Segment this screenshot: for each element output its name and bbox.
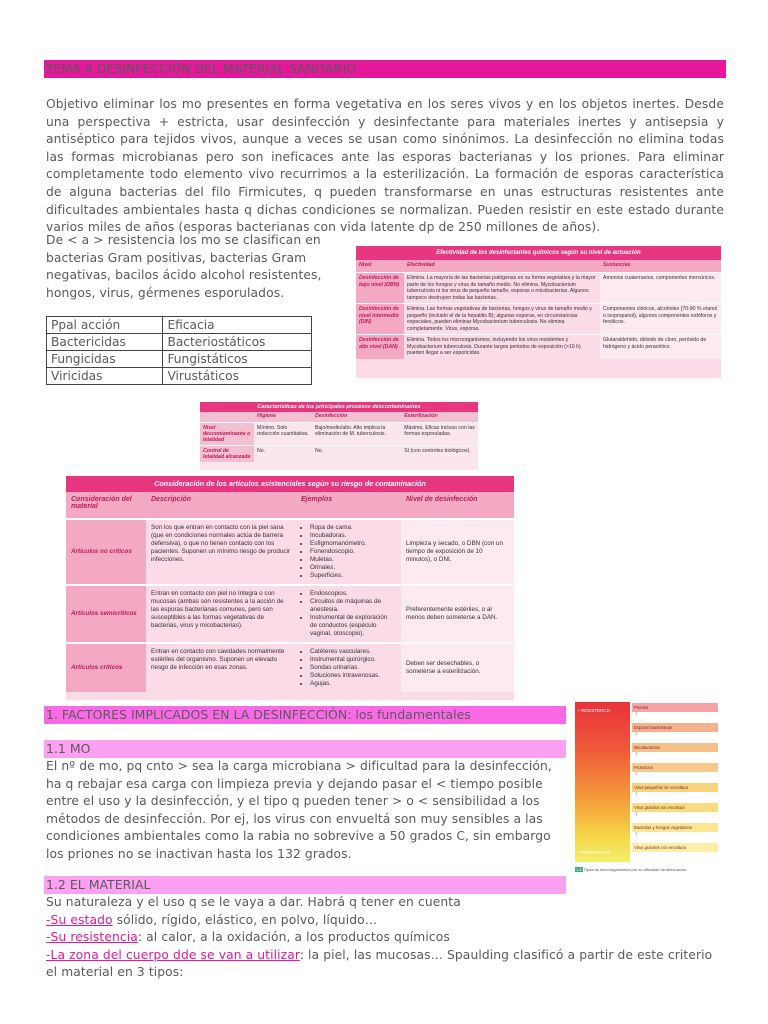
arrow-up-icon: ↑ bbox=[634, 712, 639, 718]
action-table-header-cell: Ppal acción bbox=[47, 317, 163, 334]
microorganism-row: Esporas bacterianas bbox=[632, 723, 718, 732]
table-cell: Deben ser desechables, o someterse a esterilización. bbox=[401, 643, 514, 692]
list-item: • Incubadoras. bbox=[310, 532, 396, 540]
row-label: Desinfección de alto nivel (DAN) bbox=[356, 335, 404, 359]
action-table bbox=[46, 316, 312, 385]
table-cell: Fungicidas bbox=[47, 351, 163, 368]
table-cell: Entran en contacto con piel no íntegra o con mucosas (ambas son resistentes a la acción de las esporas bacterianas comunes, pero son susceptibles a las formas vegetativas de bacterias, virus y micobacterias). bbox=[146, 585, 296, 643]
table-cell: Entran en contacto con cavidades normalmente estériles del organismo. Suponen un elevado riesgo de infección en esas zonas. bbox=[146, 643, 296, 692]
table-cell: Limpieza y secado, o DBN (con un tiempo de exposición de 10 minutos), o DNI. bbox=[401, 519, 514, 585]
table-cell: Elimina. Todos los microorganismos, incluyendo los virus resistentes y Mycobacterium tuberculosis. Durante largos periodos de exposición (>10 h) pueden llegar a ser esporicidas. bbox=[404, 335, 600, 359]
list-item: • Ropa de cama. bbox=[310, 524, 396, 532]
table-cell bbox=[296, 519, 401, 585]
figure-caption-text: Tipos de microorganismos por su dificultad de eliminación. bbox=[583, 867, 688, 872]
table-cell: Glutaraldehído, dióxido de cloro, peróxido de hidrógeno y ácido peracético. bbox=[600, 335, 721, 359]
intro-paragraph: Objetivo eliminar los mo presentes en forma vegetativa en los seres vivos y en los objetos inertes. Desde una perspectiva + estricta, usar desinfección y desinfectante para materiales inertes y antisepsia y antiséptico para tejidos vivos, aunque a veces se usan como sinónimos. La desinfección no elimina todas las formas microbianas pero son ineficaces ante las esporas bacterianas y los priones. Para eliminar completamente todo elemento vivo recurrimos a la esterilización. La formación de esporas característica de alguna bacterias del filo Firmicutes, q pueden transformarse en unas estructuras resistentes ante dificultades ambientales hasta q dichas condiciones se normalizan. Pueden resistir en este estado durante varios miles de años (esporas bacterianas con vida latente dp de 250 millones de años). bbox=[46, 97, 724, 235]
table-cell: Preferentemente estériles, o al menos deben someterse a DAN. bbox=[401, 585, 514, 643]
material-criterion-item bbox=[46, 912, 726, 930]
table-header-cell: Descripción bbox=[146, 492, 296, 519]
arrow-up-icon: ↑ bbox=[634, 752, 639, 758]
action-table-header bbox=[47, 317, 312, 334]
table-cell: Bactericidas bbox=[47, 334, 163, 351]
disinfectant-effectiveness-table bbox=[356, 246, 721, 378]
list-item: • Fonendoscopio. bbox=[310, 548, 396, 556]
list-item: • Superficies. bbox=[310, 572, 396, 580]
arrow-up-icon: ↑ bbox=[634, 772, 639, 778]
table-cell: Amonios cuaternarios, componentes mercúricos. bbox=[600, 273, 721, 304]
table-row bbox=[66, 519, 514, 585]
section-material-intro: Su naturaleza y el uso q se le vaya a dar. Habrá q tener en cuenta bbox=[46, 895, 461, 909]
row-label: Desinfección de nivel intermedio (DIN) bbox=[356, 304, 404, 335]
table-cell bbox=[296, 585, 401, 643]
criterion-text: : la piel, las mucosas… Spaulding clasificó a partir de este criterio el material en 3 tipos: bbox=[46, 947, 713, 980]
arrow-up-icon: ↑ bbox=[634, 792, 639, 798]
criterion-key: -Su estado bbox=[46, 912, 113, 927]
list-item: • Circuitos de máquinas de anestesia. bbox=[310, 598, 396, 614]
table-header-cell bbox=[200, 412, 254, 423]
criterion-key: -La zona del cuerpo dde se van a utilizar bbox=[46, 947, 300, 962]
table-cell: Bacteriostáticos bbox=[163, 334, 312, 351]
bottom-resistance-label: – RESISTENCIA bbox=[577, 850, 611, 855]
top-resistance-label: + RESISTENCIA bbox=[577, 708, 611, 713]
row-label: Nivel descontaminante o letalidad bbox=[200, 423, 254, 446]
table-cell: Son los que entran en contacto con la piel sana (que en condiciones normales actúa de barrera defensiva), o que no tienen contacto con los pacientes. Suponen un mínimo riesgo de producir infecciones. bbox=[146, 519, 296, 585]
table-row bbox=[66, 585, 514, 643]
list-item: • Muletas. bbox=[310, 556, 396, 564]
row-label: Desinfección de bajo nivel (DBN) bbox=[356, 273, 404, 304]
table-row bbox=[356, 335, 721, 359]
resistance-paragraph: De < a > resistencia los mo se clasifican en bacterias Gram positivas, bacterias Gram negativas, bacilos ácido alcohol resistentes, hongos, virus, gérmenes esporulados. bbox=[46, 233, 322, 300]
table-cell: No. bbox=[312, 446, 401, 463]
row-label: Artículos críticos bbox=[66, 643, 146, 692]
microorganism-row: Virus pequeños sin envoltura bbox=[632, 783, 718, 792]
row-label: Artículos no críticos bbox=[66, 519, 146, 585]
table-cell: Bajo/medio/alto. Alto implica la eliminación de M. tuberculosis. bbox=[312, 423, 401, 446]
microorganism-row: Priones bbox=[632, 703, 718, 712]
table-cell: Elimina. La mayoría de las bacterias patógenas en su forma vegetativa y la mayor parte de los hongos y virus de tamaño medio. No elimina. Mycobacterium tuberculosis ni los virus de pequeño tamaño, esporas o micobacterias. Algunos tampoco destruyen todas las bacterias. bbox=[404, 273, 600, 304]
criterion-text: sólido, rígido, elástico, en polvo, líquido… bbox=[112, 912, 378, 927]
table-row bbox=[47, 368, 312, 385]
table-cell: Virustáticos bbox=[163, 368, 312, 385]
table-header-cell: Ejemplos bbox=[296, 492, 401, 519]
list-item: • Instrumental quirúrgico. bbox=[310, 656, 396, 664]
list-item: • Instrumental de exploración de conductos (espéculo vaginal, otoscopio). bbox=[310, 614, 396, 638]
criterion-text: : al calor, a la oxidación, a los productos químicos bbox=[137, 930, 450, 945]
table-title: Características de los principales procesos descontaminantes bbox=[200, 402, 478, 412]
resistance-gradient-bar bbox=[575, 702, 630, 862]
microorganism-row: Protozoos bbox=[632, 763, 718, 772]
table-cell bbox=[296, 643, 401, 692]
microorganism-list bbox=[630, 702, 719, 862]
section-header-material: 1.2 EL MATERIAL bbox=[44, 876, 566, 894]
material-criterion-item bbox=[46, 947, 726, 982]
action-table-header-cell: Eficacia bbox=[163, 317, 312, 334]
microorganism-row: Bacterias y hongos vegetativos bbox=[632, 823, 718, 832]
table-header-cell: Efectividad bbox=[404, 260, 600, 273]
figure-caption bbox=[575, 867, 719, 872]
table-title: Consideración de los artículos asistenciales según su riesgo de contaminación bbox=[66, 476, 514, 492]
table-cell: Fungistáticos bbox=[163, 351, 312, 368]
list-item: • Esfigmomanómetro. bbox=[310, 540, 396, 548]
table-row bbox=[356, 304, 721, 335]
list-item: • Catéteres vasculares. bbox=[310, 648, 396, 656]
table-header-cell: Higiene bbox=[254, 412, 312, 423]
table-row bbox=[47, 334, 312, 351]
table-cell: Sí (con controles biológicos). bbox=[401, 446, 478, 463]
table-cell: Mínimo. Solo reducción cuantitativa. bbox=[254, 423, 312, 446]
resistance-figure bbox=[575, 702, 719, 878]
list-item: • Endoscopios. bbox=[310, 590, 396, 598]
section-mo-paragraph: El nº de mo, pq cnto > sea la carga microbiana > dificultad para la desinfección, ha q rebajar esa carga con limpieza previa y dejando pasar el < tiempo posible entre el uso y la desinfección, y el tipo q pueden tener > o < sensibilidad a los métodos de desinfección. Por ej, los virus con envueltá son muy sensibles a las condiciones ambientales como la rabia no sobrevive a 50 grados C, sin embargo los priones no se inactivan hasta los 132 grados. bbox=[46, 759, 552, 861]
criterion-key: -Su resistencia bbox=[46, 930, 138, 945]
table-header-cell: Esterilización bbox=[401, 412, 478, 423]
table-header-cell: Desinfección bbox=[312, 412, 401, 423]
table-cell: Componentes clóricos, alcoholes (70-90 % etanol o isopropanol), algunos componentes iodóforos y fenólicos. bbox=[600, 304, 721, 335]
row-label: Control de letalidad alcanzada bbox=[200, 446, 254, 463]
figure-number: 1.5 bbox=[576, 867, 582, 872]
table-header-cell: Consideración del material bbox=[66, 492, 146, 519]
decontamination-processes-table bbox=[200, 402, 478, 470]
table-row bbox=[200, 423, 478, 446]
table-cell: Máximo. Eficaz incluso con las formas esporuladas. bbox=[401, 423, 478, 446]
table-header-cell: Nivel de desinfección bbox=[401, 492, 514, 519]
microorganism-row: Micobacterias bbox=[632, 743, 718, 752]
table-cell: Viricidas bbox=[47, 368, 163, 385]
table-row bbox=[47, 351, 312, 368]
microorganism-row: Virus grandes con envoltura bbox=[632, 843, 718, 852]
row-label: Artículos semicríticos bbox=[66, 585, 146, 643]
table-title: Efectividad de los desinfectantes químicos según su nivel de actuación bbox=[356, 246, 721, 260]
material-criterion-item bbox=[46, 929, 726, 947]
arrow-up-icon: ↑ bbox=[634, 832, 639, 838]
contamination-risk-table bbox=[66, 476, 514, 700]
microorganism-row: Virus grandes sin envoltura bbox=[632, 803, 718, 812]
arrow-up-icon: ↑ bbox=[634, 812, 639, 818]
list-item: • Sondas urinarias. bbox=[310, 664, 396, 672]
topic-header: TEMA 4 DESINFECCIÓN DEL MATERIAL SANITARIO bbox=[44, 60, 726, 78]
section-material-content bbox=[46, 894, 726, 982]
section-header-mo: 1.1 MO bbox=[44, 740, 566, 758]
table-cell: Elimina. Las formas vegetativas de bacterias, hongos y virus de tamaño medio y pequeño (incluido el de la hepatitis B); algunas esporas, en circunstancias especiales, pueden eliminar Mycobacterium tuberculosis. No elimina completamente. Virus, esporas. bbox=[404, 304, 600, 335]
table-row bbox=[356, 273, 721, 304]
table-header-cell: Nivel bbox=[356, 260, 404, 273]
list-item: • Orinales. bbox=[310, 564, 396, 572]
list-item: • Soluciones intravenosas. bbox=[310, 672, 396, 680]
table-cell: No. bbox=[254, 446, 312, 463]
table-header-cell: Sustancias bbox=[600, 260, 721, 273]
table-row bbox=[66, 643, 514, 692]
table-row bbox=[200, 446, 478, 463]
list-item: • Agujas. bbox=[310, 680, 396, 688]
section-header-factors: 1. FACTORES IMPLICADOS EN LA DESINFECCIÓN: los fundamentales bbox=[44, 706, 566, 724]
arrow-up-icon: ↑ bbox=[634, 732, 639, 738]
